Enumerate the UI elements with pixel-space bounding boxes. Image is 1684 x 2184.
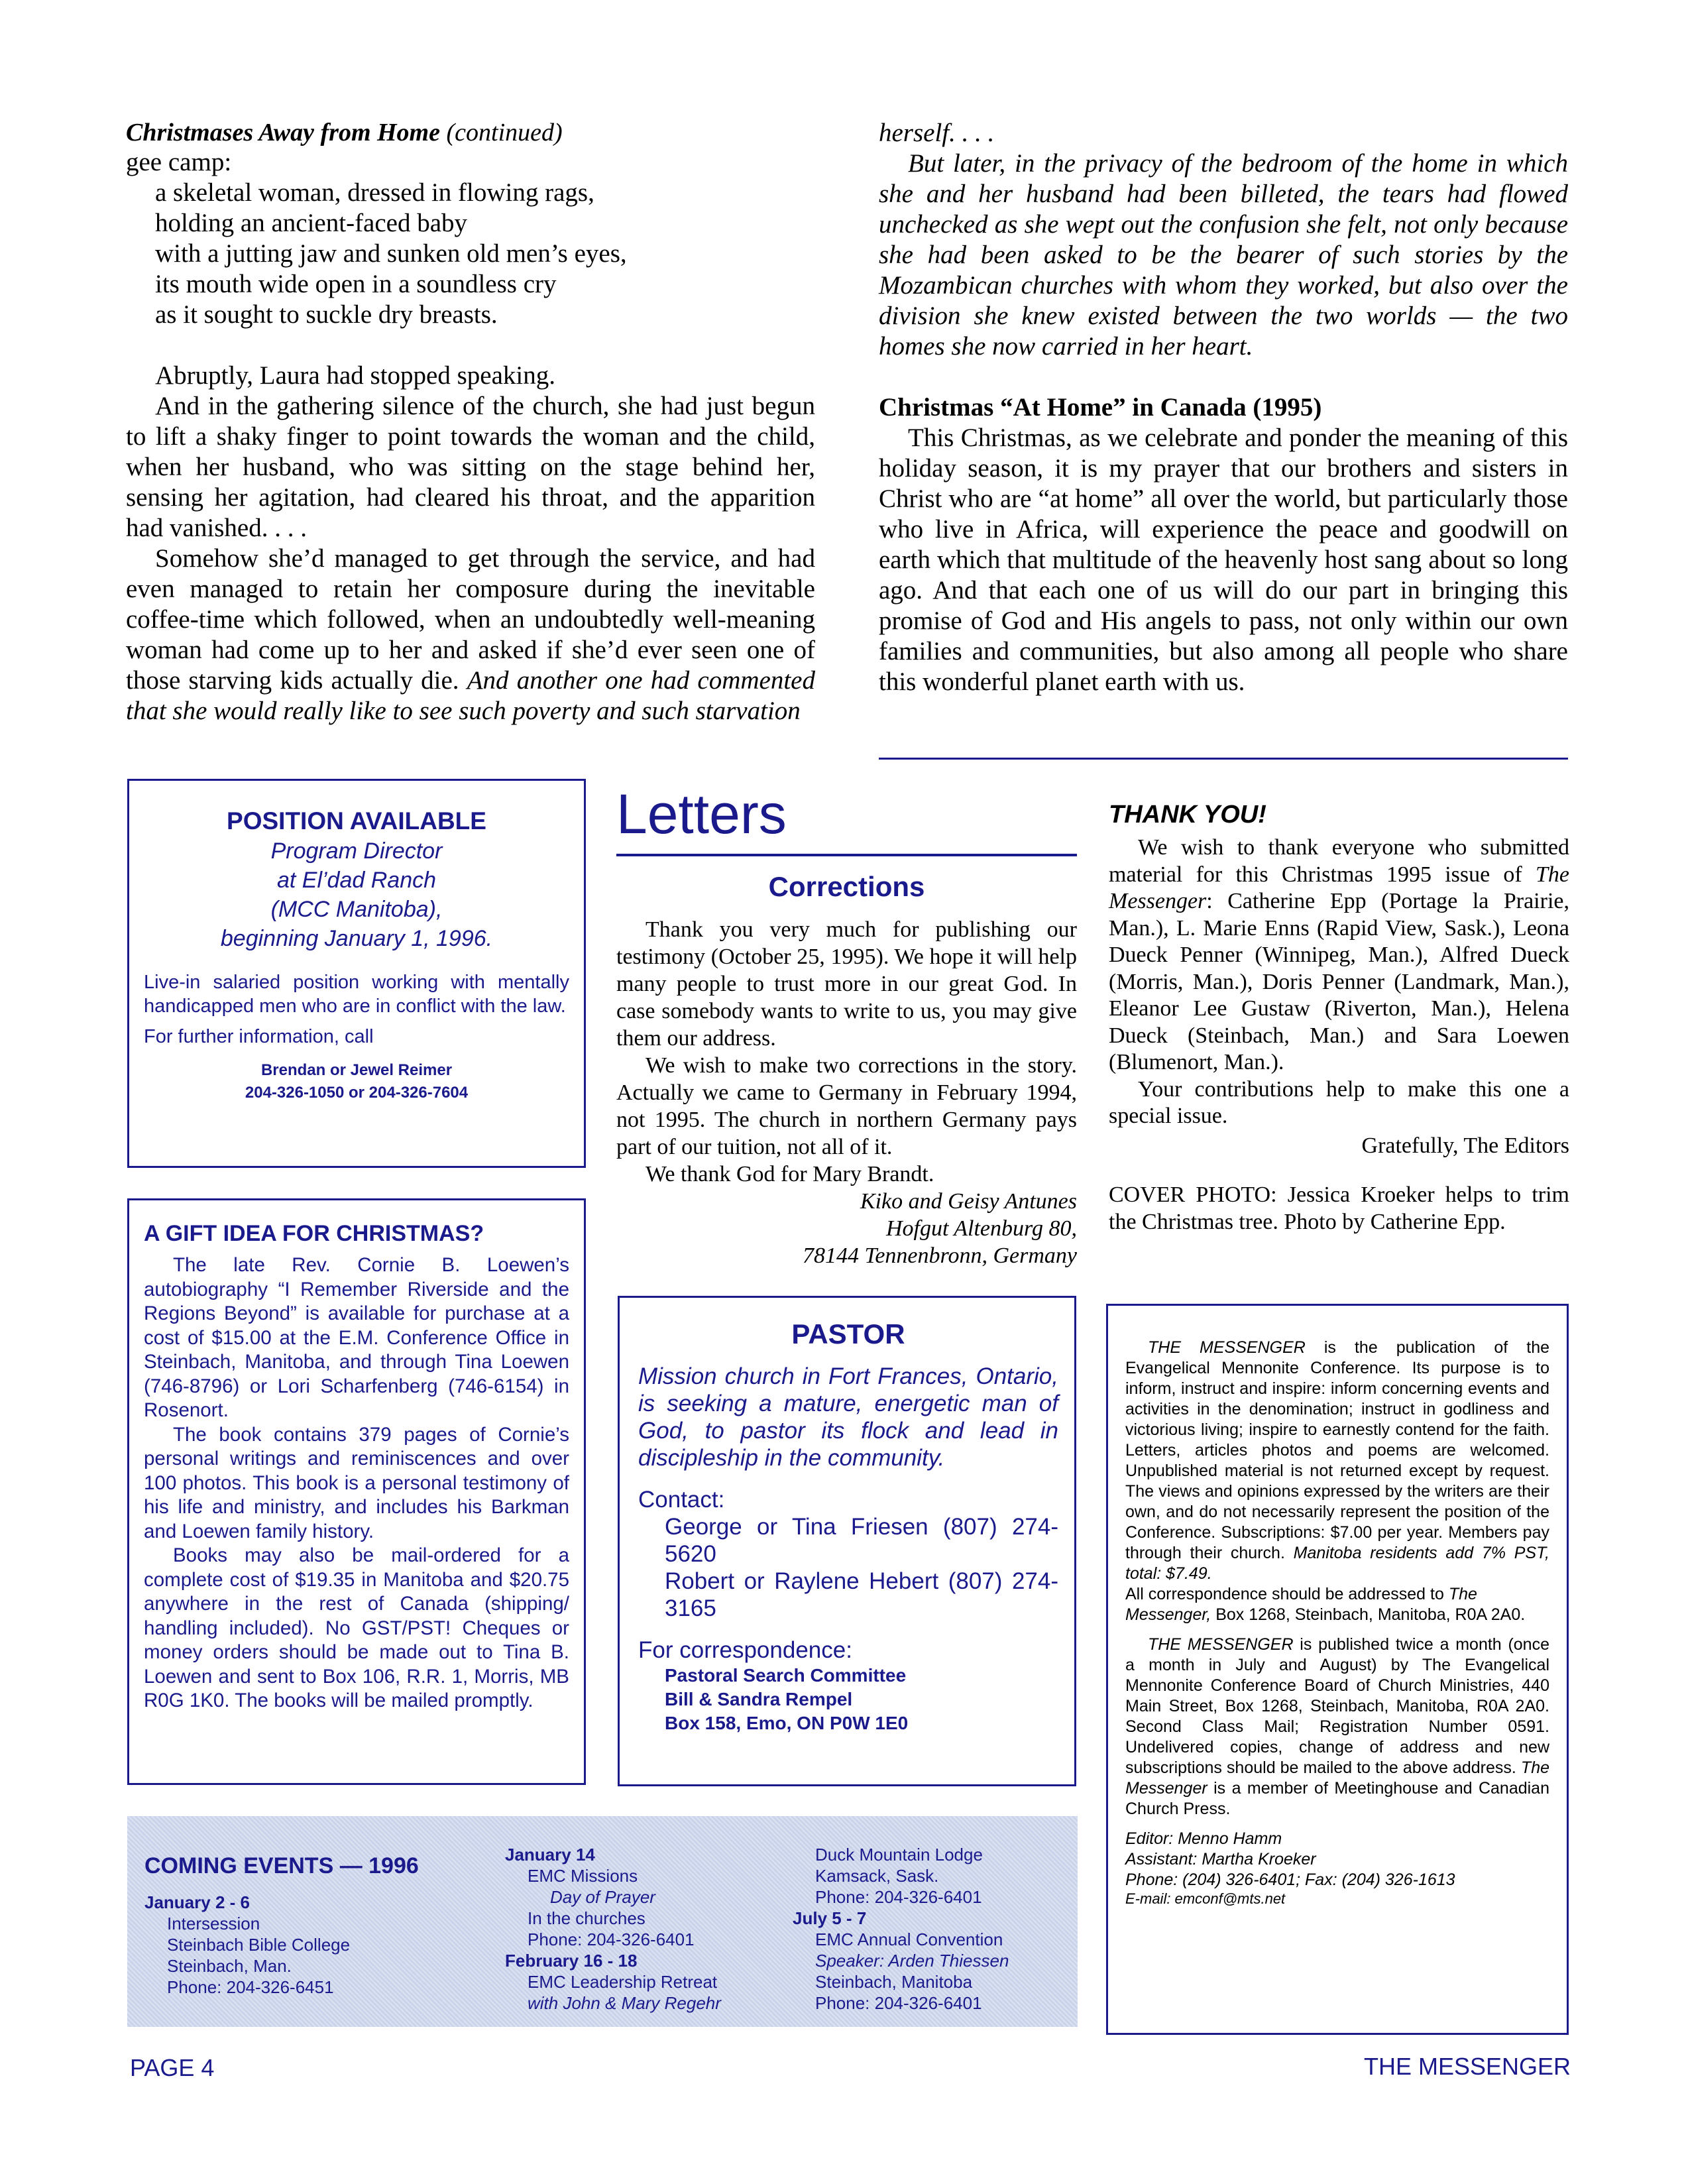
events-column-2 [505, 1844, 783, 2014]
thank-you-text: We wish to thank everyone who submitted material for this Christmas 1995 issue of [1109, 835, 1569, 887]
letters-heading: Letters [616, 783, 787, 845]
article-paragraph: Abruptly, Laura had stopped speaking. [155, 361, 555, 390]
pastor-correspondence-line: Bill & Sandra Rempel [665, 1689, 853, 1709]
position-body: Live-in salaried position working with mentally handicapped men who are in conflict with the law. [144, 972, 569, 1017]
gift-idea-box [127, 1198, 586, 1785]
event-line: EMC Annual Convention [815, 1929, 1003, 1949]
article-title: Christmases Away from Home [126, 119, 440, 146]
pastor-correspondence-line: Box 158, Emo, ON P0W 1E0 [665, 1713, 909, 1733]
thank-you-paragraph [1109, 834, 1569, 1076]
article-left-column [126, 118, 815, 726]
events-heading: COMING EVENTS — 1996 [144, 1853, 419, 1878]
masthead-text: is published twice a month (once a month in July and August) by The Evangelical Mennonite Conference Board of Church Ministries, 440 Main Street, Box 1268, Steinbach, Manitoba, R0A 2A0. Second Class Mail; Registration Number 0591. Undelivered copies, change of address and new subscriptions should be mailed to the above address. [1125, 1635, 1549, 1777]
article-lead: gee camp: [126, 148, 232, 176]
masthead-publication: THE MESSENGER [1148, 1338, 1306, 1357]
event-line: Phone: 204-326-6401 [528, 1929, 695, 1949]
letters-signature-line: Kiko and Geisy Antunes [860, 1189, 1077, 1214]
events-column-1 [144, 1892, 396, 1998]
event-line: Day of Prayer [550, 1887, 655, 1907]
masthead-paragraph [1125, 1584, 1549, 1625]
article-paragraph: This Christmas, as we celebrate and ponder the meaning of this holiday season, it is my prayer that our brothers and sisters in Christ who are “at home” all over the world, but particularly those who live in Africa, will experience the peace and goodwill on earth which that multitude of the heavenly host sang about so long ago. And that each one of us will do our part in bringing this promise of God and His angels to pass, not only within our own families and communities, but also among all people who share this wonderful planet earth with us. [879, 424, 1568, 696]
poem-line: a skeletal woman, dressed in flowing rags, [155, 178, 594, 207]
event-line: Speaker: Arden Thiessen [815, 1951, 1009, 1971]
poem-line: its mouth wide open in a soundless cry [155, 270, 557, 298]
masthead-paragraph [1125, 1635, 1549, 1819]
pastor-description: Mission church in Fort Frances, Ontario, is seeking a mature, energetic man of God, to pastor its flock and lead in discipleship in the community. [638, 1363, 1058, 1471]
event-line: Intersession [167, 1914, 260, 1933]
position-line: (MCC Manitoba), [270, 897, 443, 922]
position-available-box [127, 779, 586, 1168]
position-line: at El’dad Ranch [276, 868, 437, 893]
gift-heading: A GIFT IDEA FOR CHRISTMAS? [144, 1221, 484, 1246]
masthead-text: is the publication of the Evangelical Mennonite Conference. Its purpose is to inform, instruct and inspire: inform concerning events and activities in the denomination; instruct in godliness and victorious living; inspire to earnestly contend for the faith. Letters, articles photos and poems are welcomed. Unpublished material is not returned except by request. The views and opinions expressed by the writers are their own, and do not necessarily represent the position of the Conference. Subscriptions: $7.00 per year. Members pay through their church. [1125, 1338, 1550, 1562]
article-subheading: Christmas “At Home” in Canada (1995) [879, 393, 1322, 422]
letters-signature [616, 1188, 1077, 1269]
position-info: For further information, call [144, 1026, 374, 1047]
position-title-block [144, 836, 569, 953]
pastor-heading: PASTOR [791, 1318, 905, 1350]
gift-paragraph: The late Rev. Cornie B. Loewen’s autobiography “I Remember Riverside and the Regions Beyond” is available for purchase at a cost of $15.00 at the E.M. Conference Office in Steinbach, Manitoba, and through Tina Loewen (746-8796) or Lori Scharfenberg (746-6154) in Rosenort. [144, 1254, 569, 1421]
masthead-box [1106, 1304, 1569, 2035]
letters-paragraph: We thank God for Mary Brandt. [646, 1162, 934, 1186]
letters-paragraph: We wish to make two corrections in the story. Actually we came to Germany in February 1994, not 1995. The church in northern Germany pays part of our tuition, not all of it. [616, 1053, 1077, 1159]
letters-signature-line: Hofgut Altenburg 80, [885, 1216, 1077, 1241]
thank-you-paragraph: Your contributions help to make this one a special issue. [1109, 1076, 1569, 1128]
thank-you-list: : Catherine Epp (Portage la Prairie, Man.), L. Marie Enns (Rapid View, Sask.), Leona Dueck Penner (Winnipeg, Man.), Alfred Dueck (Morris, Man.), Doris Penner (Landmark, Man.), Eleanor Lee Gustaw (Riverton, Man.), Helena Dueck (Steinbach, Man.) and Sara Loewen (Blumenort, Man.). [1109, 889, 1569, 1074]
masthead-publication: The Messenger, [1125, 1585, 1477, 1624]
masthead-text: Box 1268, Steinbach, Manitoba, R0A 2A0. [1211, 1605, 1526, 1624]
event-line: EMC Leadership Retreat [528, 1972, 718, 1992]
article-paragraph: And in the gathering silence of the church, she had just begun to lift a shaky finger to point towards the woman and the child, when her husband, who was sitting on the stage behind her, sensing her agitation, had cleared his throat, and the apparition had vanished. . . . [126, 392, 815, 542]
pastor-contact-label: Contact: [638, 1487, 725, 1513]
masthead-staff-line: Editor: Menno Hamm [1125, 1829, 1282, 1848]
poem-line: with a jutting jaw and sunken old men’s eyes, [155, 239, 627, 268]
position-contact-phone: 204-326-1050 or 204-326-7604 [245, 1084, 469, 1102]
article-header [126, 118, 815, 147]
coming-events-box [127, 1816, 1078, 2027]
pastor-contact: George or Tina Friesen (807) 274-5620 [665, 1514, 1058, 1567]
pastor-contact: Robert or Raylene Hebert (807) 274-3165 [665, 1568, 1058, 1621]
masthead-staff-line: Assistant: Martha Kroeker [1125, 1850, 1316, 1868]
letters-body [616, 916, 1077, 1188]
article-paragraph: herself. . . . [879, 119, 995, 147]
pastor-box [618, 1296, 1076, 1786]
masthead-publication: THE MESSENGER [1148, 1635, 1294, 1654]
position-line: beginning January 1, 1996. [220, 926, 493, 951]
thank-you-body [1109, 834, 1569, 1130]
footer-publication-name: THE MESSENGER [1363, 2053, 1571, 2080]
position-contact [144, 1059, 569, 1104]
masthead-staff [1125, 1829, 1549, 1908]
masthead-staff-line: Phone: (204) 326-6401; Fax: (204) 326-1613 [1125, 1870, 1455, 1889]
article-paragraph-italic: And another one had commented that she would really like to see such poverty and such starvation [126, 666, 815, 725]
poem [126, 178, 815, 330]
article-paragraph [126, 544, 815, 726]
masthead-publication: The Messenger [1125, 1758, 1550, 1798]
pastor-correspondence [638, 1664, 1058, 1735]
gift-paragraph: The book contains 379 pages of Cornie’s personal writings and reminiscences and over 100 photos. This book is a personal testimony of his life and ministry, and includes his Barkman and Loewen family history. [144, 1423, 569, 1542]
position-contact-name: Brendan or Jewel Reimer [260, 1061, 453, 1079]
poem-line: as it sought to suckle dry breasts. [155, 300, 498, 329]
event-date: January 2 - 6 [144, 1892, 250, 1912]
masthead-text: All correspondence should be addressed to [1125, 1585, 1444, 1603]
page-number: PAGE 4 [130, 2054, 215, 2081]
events-column-3 [793, 1844, 1071, 2014]
event-line: Phone: 204-326-6401 [815, 1993, 982, 2013]
event-line: EMC Missions [528, 1866, 638, 1886]
event-line: Phone: 204-326-6451 [167, 1977, 334, 1997]
section-divider [879, 758, 1568, 760]
thank-you-heading: THANK YOU! [1109, 801, 1266, 829]
gift-paragraph: Books may also be mail-ordered for a complete cost of $19.35 in Manitoba and $20.75 anywhere in the rest of Canada (shipping/ handling included). No GST/PST! Cheques or money orders should be made out to Tina B. Loewen and sent to Box 106, R.R. 1, Morris, MB R0G 1K0. The books will be mailed promptly. [144, 1544, 569, 1711]
thank-you-signature: Gratefully, The Editors [1361, 1133, 1569, 1158]
event-line: Duck Mountain Lodge [815, 1845, 983, 1865]
masthead-paragraph [1125, 1338, 1549, 1584]
masthead-staff-line: E-mail: emconf@mts.net [1125, 1890, 1286, 1907]
event-date: January 14 [505, 1845, 595, 1865]
masthead-text: is a member of Meetinghouse and Canadian Church Press. [1125, 1779, 1549, 1818]
event-line: Steinbach, Man. [167, 1956, 292, 1976]
position-line: Program Director [270, 838, 443, 864]
gift-body [144, 1253, 569, 1713]
event-line: Kamsack, Sask. [815, 1866, 939, 1886]
event-line: In the churches [528, 1908, 646, 1928]
event-line: Steinbach, Manitoba [815, 1972, 973, 1992]
event-line: Phone: 204-326-6401 [815, 1887, 982, 1907]
letters-subheading: Corrections [768, 871, 925, 902]
poem-line: holding an ancient-faced baby [155, 209, 468, 237]
letters-signature-line: 78144 Tennenbronn, Germany [803, 1243, 1077, 1268]
masthead-text-italic: Manitoba residents add 7% PST, total: $7.49. [1125, 1544, 1550, 1583]
article-right-column [879, 118, 1568, 697]
cover-photo-caption: COVER PHOTO: Jessica Kroeker helps to trim the Christmas tree. Photo by Catherine Epp. [1109, 1182, 1569, 1234]
event-line: with John & Mary Regehr [528, 1993, 721, 2013]
event-date: February 16 - 18 [505, 1951, 638, 1971]
letters-paragraph: Thank you very much for publishing our testimony (October 25, 1995). We hope it will help many people to trust more in our great God. In case somebody wants to write to us, you may give them our address. [616, 917, 1077, 1051]
article-paragraph: But later, in the privacy of the bedroom of the home in which she and her husband had been billeted, the tears had flowed unchecked as she wept out the confusion she felt, not only because she had been asked to be the bearer of such stories by the Mozambican churches with whom they worked, but also over the division she knew existed between the two worlds — the two homes she now carried in her heart. [879, 149, 1568, 361]
article-continued: (continued) [446, 119, 563, 146]
pastor-correspondence-line: Pastoral Search Committee [665, 1665, 907, 1686]
article-paragraph-text: Somehow she’d managed to get through the service, and had even managed to retain her composure during the inevitable coffee-time which followed, when an undoubtedly well-meaning woman had come up to her and asked if she’d ever seen one of those starving kids actually die. [126, 544, 815, 695]
event-date: July 5 - 7 [793, 1908, 867, 1928]
pastor-correspondence-label: For correspondence: [638, 1637, 852, 1663]
position-heading: POSITION AVAILABLE [227, 807, 486, 834]
event-line: Steinbach Bible College [167, 1935, 351, 1955]
letters-section [616, 781, 1077, 1269]
thank-you-section [1109, 799, 1569, 1236]
thank-you-publication: The Messenger [1109, 862, 1569, 913]
letters-rule [616, 854, 1077, 856]
